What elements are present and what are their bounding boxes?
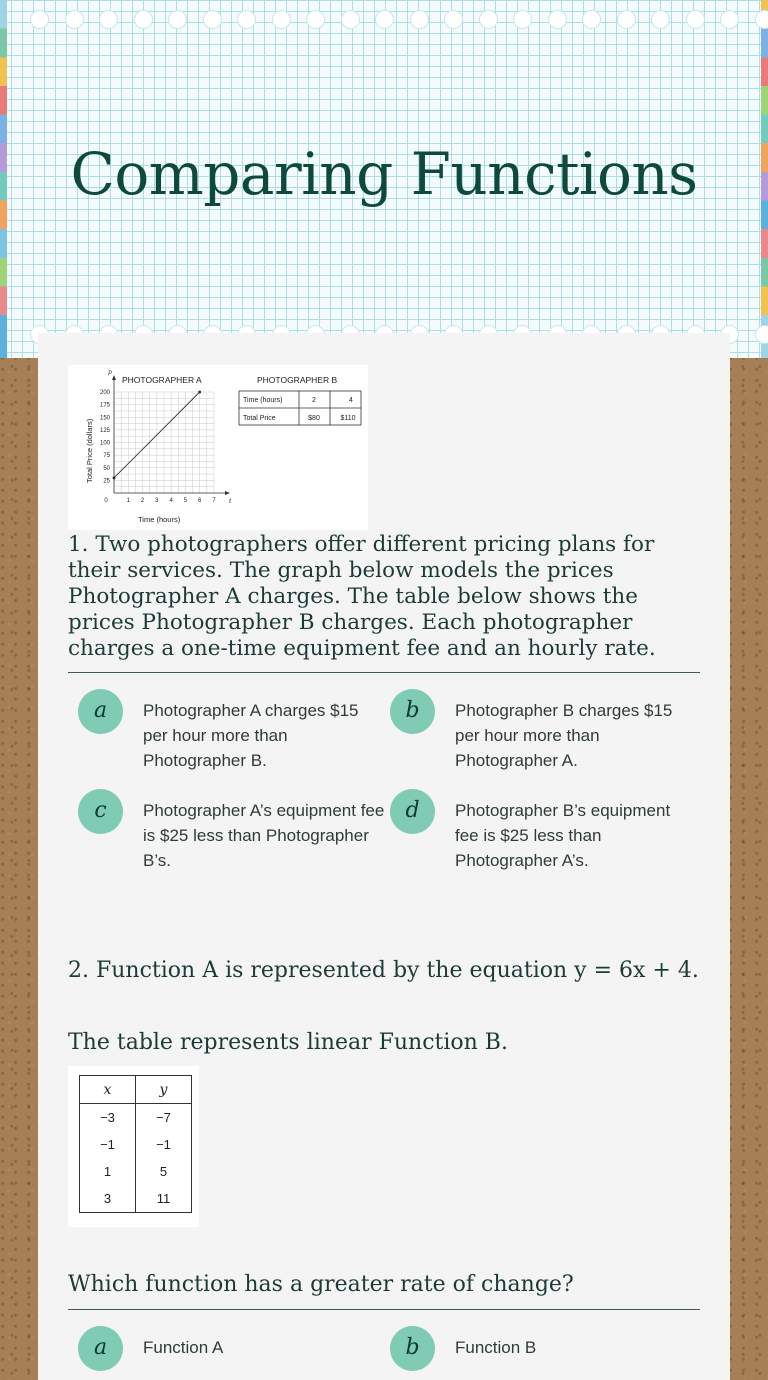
table-cell: 5 <box>136 1158 192 1185</box>
punch-hole <box>617 10 636 29</box>
punch-hole <box>341 10 360 29</box>
x-axis-label: Time (hours) <box>138 515 181 524</box>
x-axis-symbol: t <box>229 498 232 505</box>
function-b-table <box>79 1075 192 1213</box>
question2-text: 2. Function A is represented by the equation y = 6x + 4. <box>68 958 699 983</box>
table-cell: 4 <box>349 397 353 404</box>
option-c-badge[interactable]: c <box>78 789 123 834</box>
question2-prompt: Which function has a greater rate of change? <box>68 1272 574 1297</box>
x-axis-arrow <box>225 491 230 495</box>
table-cell: −3 <box>80 1104 136 1132</box>
y-axis-label: Total Price (dollars) <box>85 418 94 483</box>
punch-hole <box>651 10 670 29</box>
punch-hole <box>720 10 739 29</box>
option-c-text: Photographer A’s equipment fee is $25 less than Photographer B’s. <box>143 801 385 870</box>
table-row1-label: Time (hours) <box>243 397 283 404</box>
y-tick-label: 200 <box>99 390 110 396</box>
punch-hole <box>755 325 768 344</box>
x-tick-label: 0 <box>104 498 108 504</box>
punch-hole <box>375 10 394 29</box>
x-tick-label: 6 <box>198 498 202 504</box>
punch-hole <box>686 10 705 29</box>
option-a-text: Photographer A charges $15 per hour more than Photographer B. <box>143 701 359 770</box>
y-tick-labels <box>100 390 111 484</box>
y-tick-label: 50 <box>103 465 110 472</box>
x-tick-label: 5 <box>183 498 188 504</box>
table-cell: −7 <box>136 1104 192 1132</box>
table-cell: 11 <box>136 1185 192 1213</box>
table-row2-label: Total Price <box>243 415 276 422</box>
photographer-b-table <box>239 391 361 425</box>
table-cell: −1 <box>80 1131 136 1158</box>
table-cell: $80 <box>308 415 320 422</box>
punch-hole <box>479 10 498 29</box>
table-title: PHOTOGRAPHER B <box>257 375 338 385</box>
table-cell: 2 <box>312 397 316 404</box>
divider <box>68 1309 700 1310</box>
table-row <box>80 1131 192 1158</box>
photographer-figure <box>68 365 368 530</box>
punch-hole <box>755 10 768 29</box>
table-row <box>80 1158 192 1185</box>
chart-title: PHOTOGRAPHER A <box>122 375 202 385</box>
y-tick-label: 25 <box>103 478 110 485</box>
table-row <box>80 1185 192 1213</box>
y-tick-label: 125 <box>99 427 110 434</box>
punch-hole <box>306 10 325 29</box>
punch-hole <box>444 10 463 29</box>
question1-text: 1. Two photographers offer different pricing plans for their services. The graph below models the prices Photographer A charges. The table below shows the prices Photographer B charges. Each photographer charges a one-time equipment fee and an hourly rate. <box>68 532 656 661</box>
table-cell: −1 <box>136 1131 192 1158</box>
table-row <box>80 1104 192 1132</box>
option-b-badge[interactable]: b <box>390 689 435 734</box>
table-cell: 3 <box>80 1185 136 1213</box>
punch-hole <box>134 10 153 29</box>
punch-hole <box>168 10 187 29</box>
data-point <box>113 476 116 479</box>
option-d-text: Photographer B’s equipment fee is $25 less than Photographer A’s. <box>455 801 671 870</box>
data-point <box>198 391 201 394</box>
x-tick-label: 7 <box>212 498 216 504</box>
option-a-badge[interactable]: a <box>78 1326 123 1371</box>
function-b-table-figure <box>68 1066 199 1227</box>
punch-hole <box>30 10 49 29</box>
question2-table-intro: The table represents linear Function B. <box>68 1030 508 1055</box>
x-tick-label: 4 <box>169 498 173 504</box>
table-header-y: y <box>136 1076 192 1104</box>
y-tick-label: 150 <box>99 415 110 422</box>
table-cell: 1 <box>80 1158 136 1185</box>
punch-hole <box>272 10 291 29</box>
punch-hole <box>513 10 532 29</box>
punch-hole <box>99 10 118 29</box>
y-tick-label: 175 <box>99 402 110 409</box>
punch-hole <box>410 10 429 29</box>
x-tick-label: 1 <box>126 498 130 504</box>
punch-hole <box>203 10 222 29</box>
punch-hole <box>582 10 601 29</box>
photographer-a-chart <box>68 365 368 530</box>
punch-hole <box>237 10 256 29</box>
x-tick-labels <box>104 498 216 504</box>
y-tick-label: 100 <box>99 440 110 447</box>
y-axis-symbol: p <box>108 369 112 376</box>
punch-holes-top <box>0 10 768 30</box>
option-d-badge[interactable]: d <box>390 789 435 834</box>
option-b-badge[interactable]: b <box>390 1326 435 1371</box>
table-cell: $110 <box>340 415 356 422</box>
punch-hole <box>65 10 84 29</box>
chart-grid <box>114 392 214 493</box>
punch-hole <box>548 10 567 29</box>
option-a-badge[interactable]: a <box>78 689 123 734</box>
y-tick-label: 75 <box>103 453 110 460</box>
option-function-a-text: Function A <box>143 1338 224 1357</box>
x-tick-label: 3 <box>155 498 159 504</box>
table-header-x: x <box>80 1076 136 1104</box>
graph-paper-header <box>0 0 768 358</box>
page-title: Comparing Functions <box>70 140 698 208</box>
divider <box>68 672 700 673</box>
option-function-b-text: Function B <box>455 1338 537 1357</box>
x-tick-label: 2 <box>140 498 145 504</box>
y-axis-arrow <box>112 375 116 380</box>
option-b-text: Photographer B charges $15 per hour more than Photographer A. <box>455 701 673 770</box>
